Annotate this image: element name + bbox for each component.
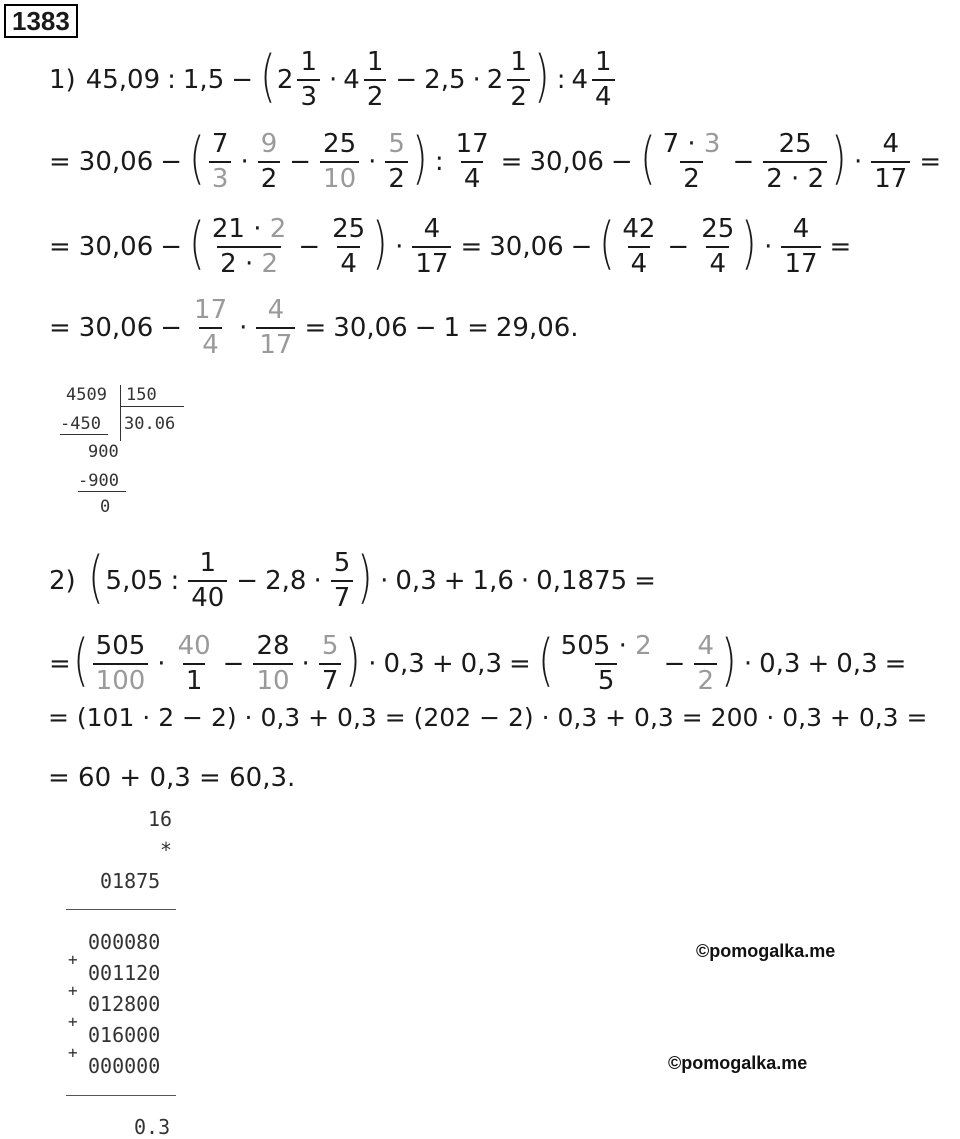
denominator: 4 xyxy=(628,246,651,279)
number: 30,06 xyxy=(333,313,408,343)
fraction xyxy=(188,549,227,612)
denominator: 2 xyxy=(507,79,530,112)
numerator: 1 xyxy=(366,47,384,78)
factor: 3 xyxy=(703,129,721,160)
number: 0,3 xyxy=(383,649,425,679)
numerator: 1 xyxy=(595,47,612,78)
denominator: 2 xyxy=(694,663,717,696)
subtrahend: -900 xyxy=(78,471,119,491)
denominator: 100 xyxy=(93,663,149,696)
operator: − xyxy=(222,649,245,679)
left-paren: ( xyxy=(189,126,205,191)
numerator: 4 xyxy=(697,631,714,662)
plus-sign: + xyxy=(68,1043,78,1062)
numerator: 17 xyxy=(194,295,228,326)
operator: : xyxy=(170,566,180,596)
numerator: 17 xyxy=(455,129,489,160)
fraction xyxy=(320,130,359,193)
operator: · xyxy=(239,313,248,343)
numerator: 9 xyxy=(260,129,278,160)
column-multiplication xyxy=(56,805,196,1138)
right-paren: ) xyxy=(721,628,737,693)
factor: 7 xyxy=(662,129,680,160)
numerator xyxy=(209,215,289,246)
right-paren: ) xyxy=(831,126,847,191)
fraction xyxy=(331,549,354,612)
dot: · xyxy=(618,631,627,662)
number: 45,09 xyxy=(85,65,161,95)
denominator: 40 xyxy=(188,580,227,613)
right-paren: ) xyxy=(345,628,361,693)
part1-line3 xyxy=(48,202,857,292)
fraction xyxy=(256,296,295,359)
operator: · xyxy=(368,649,377,679)
operator: · xyxy=(329,65,338,95)
number: 1,6 xyxy=(472,566,514,596)
fraction xyxy=(329,215,368,278)
number: 30,06 xyxy=(489,232,564,262)
plus-sign: + xyxy=(68,950,78,969)
remainder: 900 xyxy=(88,442,119,462)
operator: · xyxy=(472,65,481,95)
operator: · xyxy=(743,649,753,679)
equals: = xyxy=(500,147,523,177)
denominator: 10 xyxy=(320,161,359,194)
numerator: 25 xyxy=(701,214,735,245)
equals: = xyxy=(467,313,489,343)
fraction xyxy=(781,215,820,278)
whole-part: 2 xyxy=(486,65,504,95)
denominator: 2 xyxy=(680,161,703,194)
left-paren: ( xyxy=(639,126,656,191)
multiplier: 01875 xyxy=(100,869,161,893)
mixed-number xyxy=(572,48,618,111)
equals: = xyxy=(49,313,71,343)
fraction xyxy=(412,215,451,278)
denominator: 17 xyxy=(781,246,820,279)
right-paren: ) xyxy=(372,211,388,276)
rule-line xyxy=(66,909,176,910)
operator: · xyxy=(157,649,166,679)
operator: + xyxy=(807,649,830,679)
plus-sign: + xyxy=(68,1012,78,1031)
equals: = xyxy=(884,649,907,679)
factor: 2 xyxy=(635,631,652,662)
mixed-number xyxy=(277,48,323,111)
fraction xyxy=(297,48,320,111)
operator: · xyxy=(313,566,322,596)
operator: − xyxy=(236,566,259,596)
operator: : xyxy=(167,65,176,95)
operator: + xyxy=(443,566,466,596)
multiply-sign: * xyxy=(160,838,173,862)
operator: − xyxy=(570,232,593,262)
product: 0.3 xyxy=(134,1115,171,1139)
numerator: 4 xyxy=(267,295,285,326)
factor: 2 xyxy=(269,214,287,245)
partial-product: 012800 xyxy=(88,992,161,1016)
quotient: 30.06 xyxy=(124,414,176,434)
left-paren: ( xyxy=(260,44,276,109)
subtrahend-underline xyxy=(78,491,126,492)
fraction xyxy=(258,130,281,193)
fraction xyxy=(763,130,827,193)
operator: − xyxy=(160,147,183,177)
number: 1 xyxy=(443,313,461,343)
equals: = xyxy=(829,232,852,262)
denominator: 4 xyxy=(199,327,222,360)
operator: − xyxy=(160,232,183,262)
number: 5,05 xyxy=(105,566,164,596)
numerator: 25 xyxy=(323,129,357,160)
number: 0,3 xyxy=(460,649,502,679)
fraction xyxy=(660,130,724,193)
operator: − xyxy=(289,147,312,177)
fraction xyxy=(364,48,387,111)
dot: · xyxy=(687,129,696,160)
equals: = xyxy=(304,313,327,343)
operator: · xyxy=(854,147,863,177)
denominator: 4 xyxy=(706,246,729,279)
part2-line4 xyxy=(48,748,295,808)
numerator: 42 xyxy=(622,214,656,245)
problem-number: 1383 xyxy=(4,4,78,38)
numerator: 40 xyxy=(177,631,211,662)
factor: 2 xyxy=(261,249,279,279)
fraction xyxy=(619,215,658,278)
part2-label: 2) xyxy=(49,566,76,596)
multiplicand: 16 xyxy=(148,807,173,831)
part1-label: 1) xyxy=(49,65,76,95)
number: 0,3 xyxy=(759,649,801,679)
result: 29,06. xyxy=(495,313,579,343)
operator: − xyxy=(298,232,321,262)
left-paren: ( xyxy=(189,211,205,276)
partial-product: 000080 xyxy=(88,930,161,954)
long-division xyxy=(58,383,198,523)
number: 2,5 xyxy=(424,65,466,95)
left-paren: ( xyxy=(599,211,616,276)
operator: · xyxy=(764,232,773,262)
fraction xyxy=(209,215,289,278)
factor: 21 xyxy=(211,214,245,245)
divisor-underline xyxy=(120,406,184,407)
denominator xyxy=(217,246,281,279)
equals: = xyxy=(460,232,483,262)
numerator: 1 xyxy=(300,47,317,78)
number: 0,1875 xyxy=(536,566,628,596)
dot: · xyxy=(244,249,254,279)
right-paren: ) xyxy=(741,211,757,276)
operator: − xyxy=(667,232,690,262)
denominator: 2 · 2 xyxy=(763,161,827,194)
whole-part: 4 xyxy=(571,65,589,95)
part2-line3 xyxy=(48,687,927,747)
rule-line xyxy=(66,1095,176,1096)
expression-text: = (101 · 2 − 2) · 0,3 + 0,3 = (202 − 2) · 0,3 + 0,3 = 200 · 0,3 + 0,3 = xyxy=(48,702,928,732)
denominator: 5 xyxy=(595,663,618,696)
right-paren: ) xyxy=(412,126,428,191)
partial-product: 001120 xyxy=(88,961,161,985)
part1-line1 xyxy=(48,35,618,125)
number: 1,5 xyxy=(182,65,225,95)
expression-text: = 60 + 0,3 = 60,3. xyxy=(48,763,296,793)
operator: : xyxy=(434,147,444,177)
operator: − xyxy=(663,649,686,679)
denominator: 17 xyxy=(256,327,295,360)
number: 30,06 xyxy=(529,147,604,177)
equals: = xyxy=(919,147,942,177)
numerator xyxy=(660,130,724,161)
watermark: ©pomogalka.me xyxy=(696,941,836,961)
denominator: 10 xyxy=(253,663,292,696)
divisor: 150 xyxy=(126,385,157,405)
numerator: 4 xyxy=(423,214,441,245)
part1-line4 xyxy=(48,283,580,373)
numerator: 1 xyxy=(199,548,217,579)
equals: = xyxy=(49,147,71,177)
denominator: 1 xyxy=(183,663,206,696)
left-paren: ( xyxy=(87,545,104,610)
numerator: 25 xyxy=(332,214,366,245)
fraction xyxy=(592,48,615,111)
equals: = xyxy=(49,232,71,262)
numerator: 4 xyxy=(882,129,900,160)
numerator: 5 xyxy=(333,548,351,579)
partial-product: 016000 xyxy=(88,1023,161,1047)
numerator: 1 xyxy=(510,47,527,78)
fraction xyxy=(698,215,737,278)
fraction xyxy=(191,296,230,359)
dot: · xyxy=(253,214,262,245)
mixed-number xyxy=(487,48,533,111)
number: 0,3 xyxy=(395,566,437,596)
fraction xyxy=(453,130,492,193)
operator: − xyxy=(732,147,755,177)
denominator: 4 xyxy=(461,161,484,194)
subtrahend: -450 xyxy=(60,414,101,434)
equals: = xyxy=(49,649,71,679)
operator: · xyxy=(240,147,249,177)
operator: − xyxy=(231,65,254,95)
operator: − xyxy=(160,313,183,343)
number: 30,06 xyxy=(78,232,154,262)
numerator: 25 xyxy=(778,129,812,160)
numerator xyxy=(558,632,655,663)
denominator: 17 xyxy=(412,246,451,279)
numerator: 5 xyxy=(321,631,339,662)
fraction xyxy=(209,130,232,193)
numerator: 4 xyxy=(792,214,810,245)
left-paren: ( xyxy=(73,628,89,693)
partial-product: 000000 xyxy=(88,1054,161,1078)
denominator: 3 xyxy=(297,79,320,112)
denominator: 7 xyxy=(331,580,354,613)
denominator: 4 xyxy=(337,246,360,279)
equals: = xyxy=(634,566,656,596)
whole-part: 2 xyxy=(276,65,294,95)
remainder: 0 xyxy=(100,497,111,517)
factor: 2 xyxy=(220,249,237,279)
denominator: 2 xyxy=(364,79,387,112)
left-paren: ( xyxy=(538,628,554,693)
fraction xyxy=(871,130,910,193)
operator: · xyxy=(395,232,404,262)
plus-sign: + xyxy=(68,981,78,1000)
equals: = xyxy=(509,649,531,679)
right-paren: ) xyxy=(357,545,373,610)
denominator: 7 xyxy=(319,663,342,696)
operator: · xyxy=(520,566,530,596)
operator: : xyxy=(556,65,566,95)
denominator: 2 xyxy=(258,161,281,194)
numerator: 28 xyxy=(256,631,290,662)
operator: − xyxy=(395,65,418,95)
division-bar xyxy=(120,385,121,441)
part1-line2 xyxy=(48,117,947,207)
whole-part: 4 xyxy=(343,65,360,95)
factor: 505 xyxy=(560,631,611,662)
number: 30,06 xyxy=(78,313,154,343)
dividend: 4509 xyxy=(66,385,107,405)
mixed-number xyxy=(343,48,389,111)
number: 30,06 xyxy=(78,147,154,177)
operator: − xyxy=(610,147,633,177)
denominator: 4 xyxy=(592,79,615,112)
number: 2,8 xyxy=(265,566,307,596)
watermark: ©pomogalka.me xyxy=(668,1053,808,1073)
subtrahend-underline xyxy=(60,434,108,435)
part2-line1 xyxy=(48,536,662,626)
fraction xyxy=(385,130,408,193)
fraction xyxy=(507,48,530,111)
numerator: 505 xyxy=(95,631,146,662)
operator: − xyxy=(414,313,437,343)
operator: + xyxy=(431,649,454,679)
operator: · xyxy=(368,147,377,177)
denominator: 17 xyxy=(871,161,910,194)
numerator: 5 xyxy=(388,129,405,160)
denominator: 3 xyxy=(209,161,232,194)
number: 0,3 xyxy=(836,649,878,679)
numerator: 7 xyxy=(211,129,229,160)
denominator: 2 xyxy=(385,161,408,194)
right-paren: ) xyxy=(534,44,550,109)
operator: · xyxy=(301,649,310,679)
operator: · xyxy=(380,566,389,596)
